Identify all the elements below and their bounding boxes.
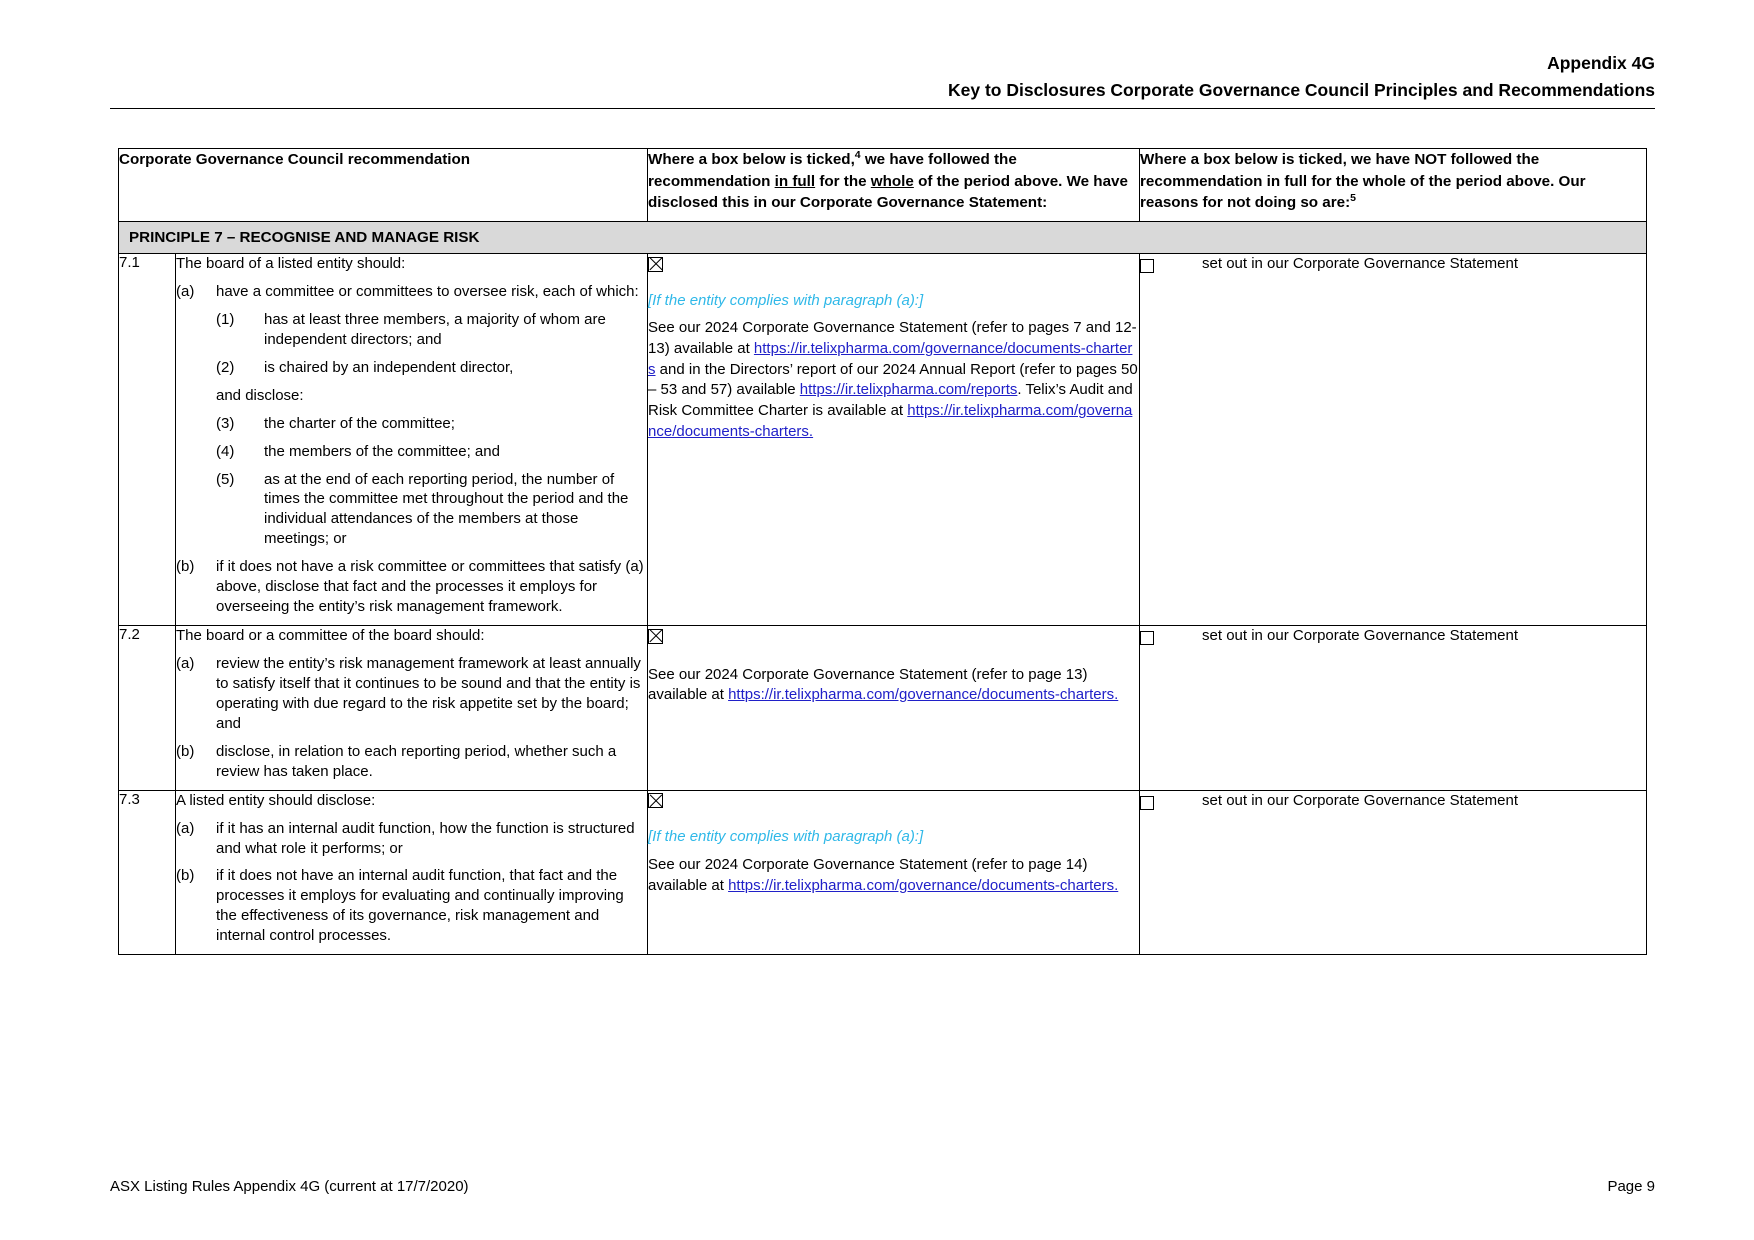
- list-item-text: if it does not have a risk committee or committees that satisfy (a) above, disclose that fact and the processes it employs for overseeing the entity’s risk management framework.: [216, 558, 644, 616]
- document-title: Key to Disclosures Corporate Governance Council Principles and Recommendations: [948, 80, 1655, 101]
- not-followed-label: set out in our Corporate Governance Statement: [1202, 255, 1519, 272]
- charters-link[interactable]: https://ir.telixpharma.com/governance/documents-charters: [648, 340, 1133, 378]
- list-item-text: has at least three members, a majority of whom are independent directors; and: [264, 310, 606, 348]
- disclosure-segment: See our 2024 Corporate Governance Statement (refer to page 14) available at: [648, 856, 1088, 894]
- checkbox-ticked[interactable]: [648, 793, 663, 808]
- list-item-label: (a): [176, 819, 195, 837]
- and-disclose-lead: and disclose:: [216, 386, 304, 404]
- principle-heading-label: PRINCIPLE 7 – RECOGNISE AND MANAGE RISK: [129, 229, 480, 246]
- header-divider: [110, 108, 1655, 109]
- disclosure-segment: See our 2024 Corporate Governance Statement (refer to pages 7 and 12-13) available at: [648, 319, 1137, 358]
- recommendation-text-cell: [176, 254, 648, 626]
- checkbox-empty[interactable]: [1140, 631, 1154, 645]
- disclosure-text: [648, 318, 1139, 442]
- followed-text-1: Where a box below is ticked,: [648, 151, 855, 168]
- recommendation-number: 7.3: [119, 790, 176, 955]
- column-header-recommendation-label: Corporate Governance Council recommendation: [119, 151, 471, 168]
- list-item-label: (a): [176, 655, 195, 672]
- followed-disclosure-cell: [648, 790, 1140, 955]
- document-header: [110, 50, 1655, 104]
- disclosure-segment: See our 2024 Corporate Governance Statement (refer to page 13) available at: [648, 665, 1088, 704]
- disclosure-text: [648, 665, 1139, 706]
- table-header-row: [119, 149, 1647, 222]
- not-followed-cell: [1140, 254, 1647, 626]
- list-item: [176, 742, 647, 782]
- followed-underline-whole: whole: [870, 172, 914, 190]
- list-item: [176, 282, 647, 302]
- footnote-marker-5: 5: [1350, 192, 1356, 205]
- followed-disclosure-cell: [648, 626, 1140, 791]
- checkbox-holder: [1140, 254, 1202, 277]
- list-item: [176, 819, 647, 859]
- list-item: [176, 358, 647, 378]
- not-followed-option: [1140, 254, 1646, 277]
- not-followed-cell: [1140, 790, 1647, 955]
- list-item-text: disclose, in relation to each reporting period, whether such a review has taken place.: [216, 742, 617, 780]
- column-header-followed: [648, 149, 1140, 222]
- principle-heading-row: [119, 222, 1647, 254]
- footnote-marker-4: 4: [854, 148, 861, 161]
- checkbox-empty[interactable]: [1140, 259, 1154, 273]
- list-item-label: (b): [176, 867, 195, 885]
- list-item: [176, 442, 647, 462]
- list-item-text: if it does not have an internal audit function, that fact and the processes it employs for evaluating and continually improving the effectiveness of its governance, risk management and internal control processes.: [216, 867, 624, 945]
- recommendation-lead: The board of a listed entity should:: [176, 255, 406, 272]
- compliance-note: [If the entity complies with paragraph (a):]: [648, 291, 924, 309]
- governance-table: [118, 148, 1647, 955]
- list-item-label: (1): [216, 310, 235, 328]
- column-header-recommendation: [119, 149, 648, 222]
- disclosure-segment: . Telix’s Audit and Risk Committee Charter is available at: [648, 381, 1133, 420]
- checkbox-holder: [1140, 791, 1202, 814]
- appendix-label: Appendix 4G: [1547, 53, 1655, 73]
- charters-link[interactable]: https://ir.telixpharma.com/governance/documents-charters.: [728, 876, 1119, 894]
- charters-link-2[interactable]: https://ir.telixpharma.com/governance/documents-charters.: [648, 402, 1133, 440]
- list-item-label: (4): [216, 442, 235, 460]
- table-row: [119, 254, 1647, 626]
- disclosure-text: [648, 855, 1139, 896]
- recommendation-number: 7.1: [119, 254, 176, 626]
- compliance-note: [If the entity complies with paragraph (a):]: [648, 828, 924, 846]
- list-item: [176, 310, 647, 350]
- list-item-label: (2): [216, 358, 235, 376]
- recommendation-text-cell: [176, 626, 648, 791]
- reports-link[interactable]: https://ir.telixpharma.com/reports: [799, 381, 1018, 399]
- followed-text-3: for the: [815, 172, 871, 190]
- checkbox-ticked[interactable]: [648, 629, 663, 644]
- followed-text-2: we have followed the recommendation: [648, 151, 1017, 190]
- not-followed-option: [1140, 791, 1646, 814]
- disclosure-segment: and in the Directors’ report of our 2024 Annual Report (refer to pages 50 – 53 and 57) available: [648, 360, 1138, 399]
- list-item: [176, 414, 647, 434]
- charters-link[interactable]: https://ir.telixpharma.com/governance/documents-charters.: [728, 686, 1119, 704]
- footer-left-text: ASX Listing Rules Appendix 4G (current at 17/7/2020): [110, 1178, 469, 1195]
- recommendation-number: 7.2: [119, 626, 176, 791]
- not-followed-cell: [1140, 626, 1647, 791]
- not-followed-option: [1140, 626, 1646, 649]
- list-item-text: have a committee or committees to oversee risk, each of which:: [216, 282, 639, 300]
- list-item: [176, 470, 647, 550]
- recommendation-text-cell: [176, 790, 648, 955]
- checkbox-empty[interactable]: [1140, 796, 1154, 810]
- followed-disclosure-cell: [648, 254, 1140, 626]
- list-item-label: (b): [176, 558, 195, 576]
- list-item: [176, 654, 647, 734]
- list-item-label: (5): [216, 470, 235, 488]
- followed-text-4: of the period above. We have disclosed this in our Corporate Governance Statement:: [648, 172, 1128, 212]
- list-item-text: if it has an internal audit function, how the function is structured and what role it performs; or: [216, 819, 635, 857]
- not-followed-text: Where a box below is ticked, we have NOT followed the recommendation in full for the whole of the period above. Our reasons for not doing so are:: [1140, 151, 1586, 212]
- column-header-not-followed: [1140, 149, 1647, 222]
- list-item-label: (a): [176, 282, 195, 300]
- recommendation-lead: The board or a committee of the board should:: [176, 627, 485, 645]
- checkbox-holder: [1140, 626, 1202, 649]
- list-item-text: the charter of the committee;: [264, 414, 455, 432]
- principle-heading-cell: [119, 222, 1647, 254]
- list-item-text: is chaired by an independent director,: [264, 358, 514, 376]
- checkbox-ticked[interactable]: [648, 257, 663, 272]
- table-row: [119, 626, 1647, 791]
- list-item-label: (3): [216, 414, 235, 432]
- recommendation-lead: A listed entity should disclose:: [176, 791, 376, 809]
- followed-underline-in-full: in full: [774, 172, 816, 190]
- list-item: [176, 866, 647, 946]
- list-item-text: as at the end of each reporting period, the number of times the committee met throughout the period and the individual attendances of the members at those meetings; or: [264, 470, 629, 548]
- footer-page-number: Page 9: [1607, 1178, 1655, 1195]
- not-followed-label: set out in our Corporate Governance Statement: [1202, 791, 1519, 809]
- table-row: [119, 790, 1647, 955]
- list-item-label: (b): [176, 742, 195, 760]
- document-footer: [110, 1178, 1655, 1195]
- not-followed-label: set out in our Corporate Governance Statement: [1202, 627, 1519, 645]
- list-item: [176, 557, 647, 617]
- list-item-text: the members of the committee; and: [264, 442, 500, 460]
- list-item-text: review the entity’s risk management framework at least annually to satisfy itself that it continues to be sound and that the entity is operating with due regard to the risk appetite set by the board; and: [216, 655, 641, 732]
